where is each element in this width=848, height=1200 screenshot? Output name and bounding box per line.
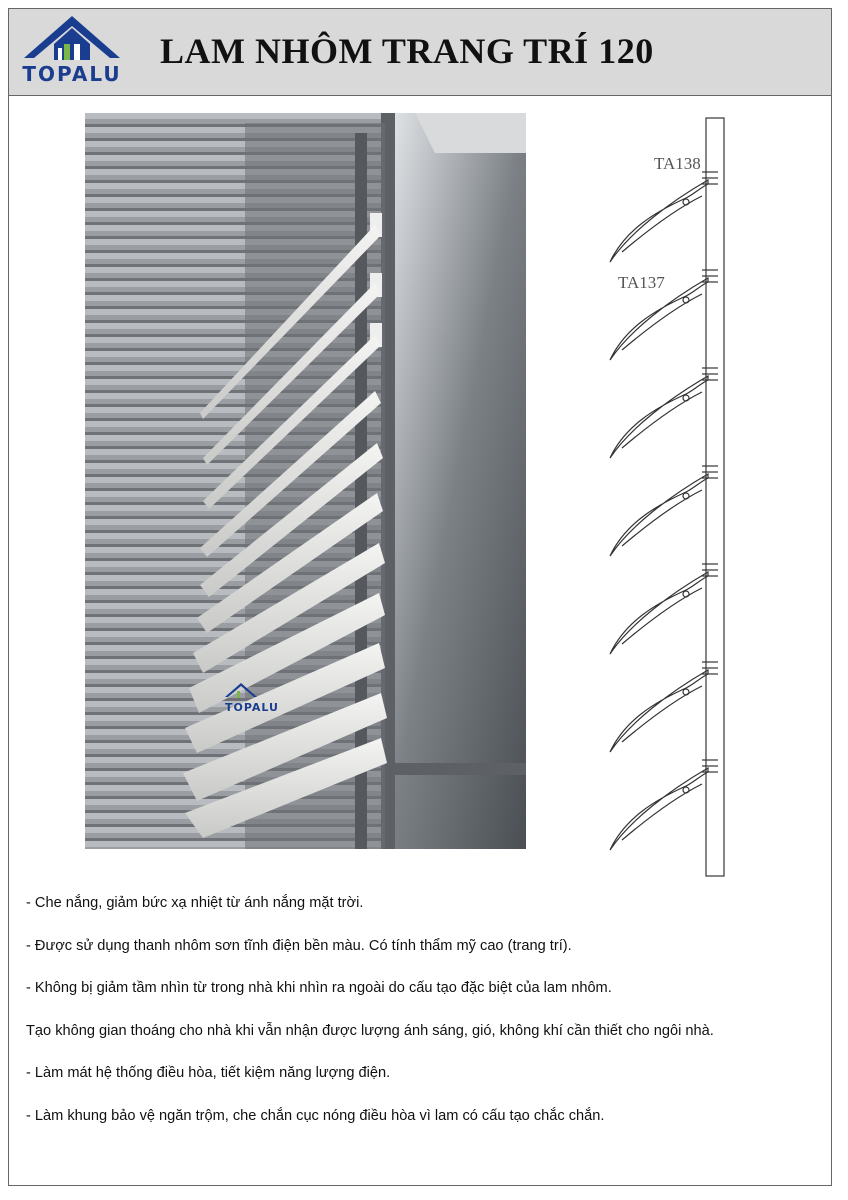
feature-item: Tạo không gian thoáng cho nhà khi vẫn nhận được lượng ánh sáng, gió, không khí cần thiết cho ngôi nhà.: [26, 1022, 714, 1039]
photo-watermark: TOPALU: [225, 701, 279, 714]
louver-photo-illustration: [85, 113, 526, 849]
profile-label-ta137: TA137: [618, 273, 665, 292]
logo-text: TOPALU: [22, 62, 122, 86]
page-title: LAM NHÔM TRANG TRÍ 120: [160, 31, 654, 71]
product-photo: [85, 113, 526, 849]
louver-section-drawing: [600, 112, 740, 882]
feature-item: - Được sử dụng thanh nhôm sơn tĩnh điện bền màu. Có tính thẩm mỹ cao (trang trí).: [26, 937, 572, 954]
feature-item: - Không bị giảm tầm nhìn từ trong nhà khi nhìn ra ngoài do cấu tạo đặc biệt của lam nhôm.: [26, 980, 612, 997]
feature-list: [26, 893, 826, 1149]
profile-label-ta138: TA138: [654, 154, 701, 173]
feature-item: - Làm khung bảo vệ ngăn trộm, che chắn cục nóng điều hòa vì lam có cấu tạo chắc chắn.: [26, 1107, 605, 1124]
feature-item: - Làm mát hệ thống điều hòa, tiết kiệm năng lượng điện.: [26, 1065, 391, 1082]
feature-item: - Che nắng, giảm bức xạ nhiệt từ ánh nắng mặt trời.: [26, 895, 364, 911]
